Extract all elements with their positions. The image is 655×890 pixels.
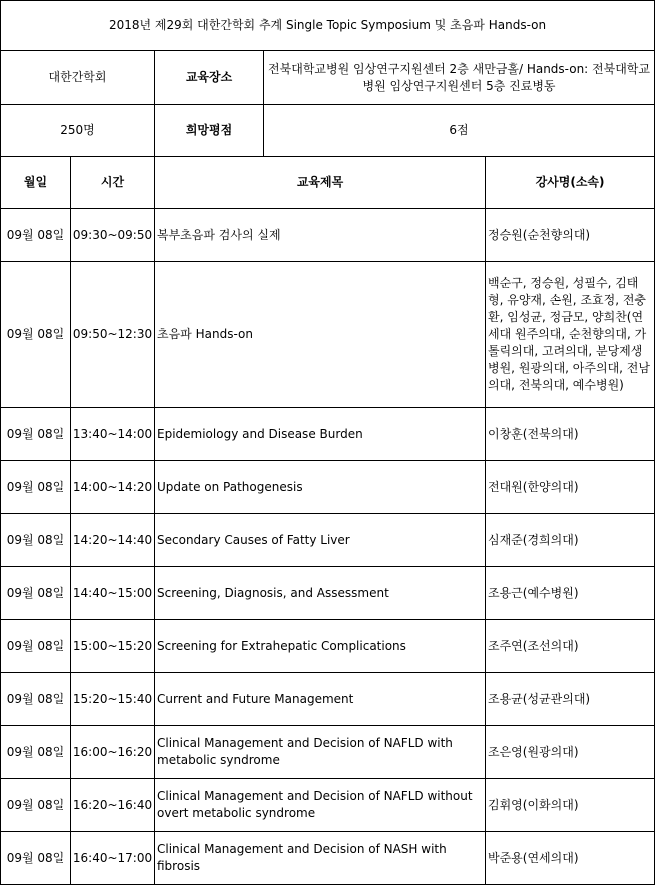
venue-label: 교육장소: [155, 51, 264, 105]
table-row: [1, 209, 655, 262]
header-lecturer: 강사명(소속): [486, 157, 655, 209]
row-title: Screening for Extrahepatic Complications: [155, 620, 486, 673]
row-date: 09월 08일: [1, 673, 71, 726]
row-lecturer: 김휘영(이화의대): [486, 779, 655, 832]
row-title: 복부초음파 검사의 실제: [155, 209, 486, 262]
points-value: 6점: [264, 105, 655, 157]
row-date: 09월 08일: [1, 567, 71, 620]
row-time: 16:20~16:40: [71, 779, 155, 832]
table-row: [1, 408, 655, 461]
row-title: Secondary Causes of Fatty Liver: [155, 514, 486, 567]
row-title: Clinical Management and Decision of NAFLD with metabolic syndrome: [155, 726, 486, 779]
row-date: 09월 08일: [1, 408, 71, 461]
table-row: [1, 726, 655, 779]
row-time: 13:40~14:00: [71, 408, 155, 461]
table-row: [1, 514, 655, 567]
row-lecturer: 정승원(순천향의대): [486, 209, 655, 262]
row-title: Epidemiology and Disease Burden: [155, 408, 486, 461]
row-date: 09월 08일: [1, 832, 71, 885]
row-title: Current and Future Management: [155, 673, 486, 726]
row-time: 09:30~09:50: [71, 209, 155, 262]
table-title: 2018년 제29회 대한간학회 추계 Single Topic Symposium 및 초음파 Hands-on: [1, 1, 655, 51]
row-date: 09월 08일: [1, 514, 71, 567]
header-date: 월일: [1, 157, 71, 209]
row-title: Clinical Management and Decision of NAFLD without overt metabolic syndrome: [155, 779, 486, 832]
table-row: [1, 779, 655, 832]
table-row: [1, 832, 655, 885]
header-title: 교육제목: [155, 157, 486, 209]
table-row: [1, 461, 655, 514]
row-time: 09:50~12:30: [71, 262, 155, 408]
row-lecturer: 조은영(원광의대): [486, 726, 655, 779]
table-row: [1, 673, 655, 726]
header-time: 시간: [71, 157, 155, 209]
row-lecturer: 조용근(예수병원): [486, 567, 655, 620]
row-title: 초음파 Hands-on: [155, 262, 486, 408]
row-title: Update on Pathogenesis: [155, 461, 486, 514]
row-lecturer: 심재준(경희의대): [486, 514, 655, 567]
row-lecturer: 조용균(성균관의대): [486, 673, 655, 726]
table-row: [1, 620, 655, 673]
row-title: Clinical Management and Decision of NASH with fibrosis: [155, 832, 486, 885]
row-lecturer: 조주연(조선의대): [486, 620, 655, 673]
points-label: 희망평점: [155, 105, 264, 157]
row-lecturer: 전대원(한양의대): [486, 461, 655, 514]
row-time: 15:20~15:40: [71, 673, 155, 726]
row-time: 16:40~17:00: [71, 832, 155, 885]
row-date: 09월 08일: [1, 620, 71, 673]
row-lecturer: 박준용(연세의대): [486, 832, 655, 885]
row-time: 14:40~15:00: [71, 567, 155, 620]
row-date: 09월 08일: [1, 726, 71, 779]
row-date: 09월 08일: [1, 262, 71, 408]
table-row: [1, 567, 655, 620]
organizer: 대한간학회: [1, 51, 155, 105]
row-date: 09월 08일: [1, 779, 71, 832]
row-date: 09월 08일: [1, 461, 71, 514]
row-title: Screening, Diagnosis, and Assessment: [155, 567, 486, 620]
row-date: 09월 08일: [1, 209, 71, 262]
row-time: 14:20~14:40: [71, 514, 155, 567]
table-row: [1, 262, 655, 408]
row-time: 16:00~16:20: [71, 726, 155, 779]
row-lecturer: 이창훈(전북의대): [486, 408, 655, 461]
row-time: 14:00~14:20: [71, 461, 155, 514]
venue-value: 전북대학교병원 임상연구지원센터 2층 새만금홀/ Hands-on: 전북대학교병원 임상연구지원센터 5층 진료병동: [264, 51, 655, 105]
row-time: 15:00~15:20: [71, 620, 155, 673]
attendees: 250명: [1, 105, 155, 157]
row-lecturer: 백순구, 정승원, 성필수, 김태형, 유양재, 손원, 조효정, 전충환, 임성균, 정금모, 양희찬(연세대 원주의대, 순천향의대, 가톨릭의대, 고려의대, 분당제생병원, 원광의대, 아주의대, 전남의대, 전북의대, 예수병원): [486, 262, 655, 408]
